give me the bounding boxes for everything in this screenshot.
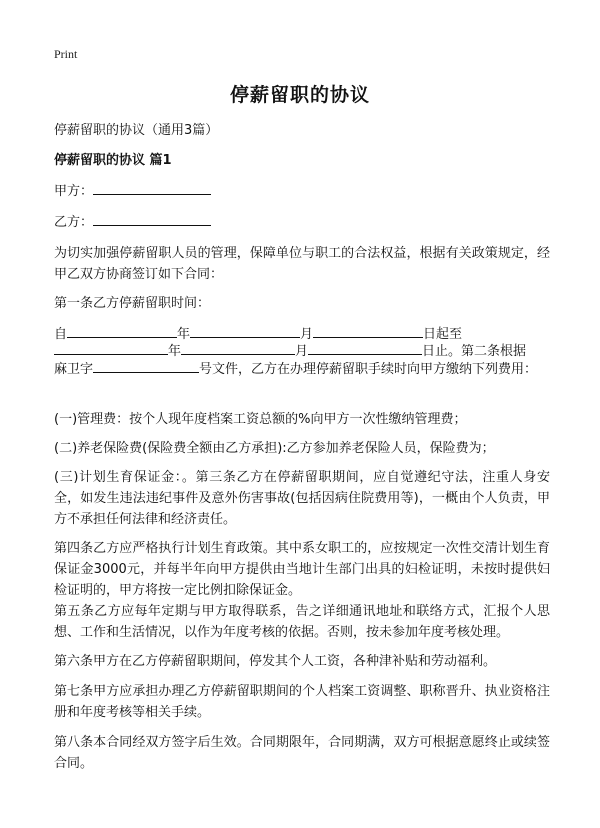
year-label: 年 xyxy=(168,344,182,359)
party-b-label: 乙方： xyxy=(54,215,94,230)
year-label: 年 xyxy=(177,327,191,342)
date-from-label: 自 xyxy=(54,327,68,342)
doc-suffix: 号文件，乙方在办理停薪留职手续时向甲方缴纳下列费用： xyxy=(199,362,538,377)
party-b-line xyxy=(54,212,550,233)
month-label: 月 xyxy=(295,344,309,359)
article7-paragraph: 第七条甲方应承担办理乙方停薪留职期间的个人档案工资调整、职称晋升、执业资格注册和年度考核等相关手续。 xyxy=(54,684,550,720)
month-label: 月 xyxy=(300,327,314,342)
doc-prefix: 麻卫字 xyxy=(54,362,94,377)
day-end-label: 日止。第二条根据 xyxy=(422,344,527,359)
party-a-line xyxy=(54,181,550,202)
blank xyxy=(190,324,300,338)
blank xyxy=(93,359,199,373)
fee-item-family-planning: (三)计划生育保证金：。第三条乙方在停薪留职期间，应自觉遵纪守法，注重人身安全，如发生违法违纪事件及意外伤害事故(包括因病住院费用等)，一概由个人负责，甲方不承担任何法律和经济责任。 xyxy=(54,470,550,527)
document-title: 停薪留职的协议 xyxy=(229,84,370,106)
article4-paragraph: 第四条乙方应严格执行计划生育政策。其中系女职工的，应按规定一次性交清计划生育保证金3000元，并每半年向甲方提供由当地计生部门出具的妇检证明，未按时提供妇检证明的，甲方将按一定比例扣除保证金。 xyxy=(54,541,550,598)
print-link[interactable]: Print xyxy=(54,47,78,61)
fee-item-pension: (二)养老保险费(保险费全额由乙方承担):乙方参加养老保险人员，保险费为； xyxy=(54,441,495,456)
party-a-label: 甲方： xyxy=(54,184,94,199)
blank xyxy=(181,341,295,355)
section-heading: 停薪留职的协议 篇1 xyxy=(54,153,172,168)
blank xyxy=(67,324,177,338)
article6-paragraph: 第六条甲方在乙方停薪留职期间，停发其个人工资，各种津补贴和劳动福利。 xyxy=(54,654,497,669)
article8-paragraph: 第八条本合同经双方签字后生效。合同期限年，合同期满，双方可根据意愿终止或续签合同。 xyxy=(54,735,550,771)
party-a-blank xyxy=(93,181,211,195)
doc-line xyxy=(54,359,550,380)
article5-paragraph: 第五条乙方应每年定期与甲方取得联系，告之详细通讯地址和联络方式，汇报个人思想、工作和生活情况，以作为年度考核的依据。否则，按未参加年度考核处理。 xyxy=(54,604,550,640)
blank xyxy=(54,341,168,355)
day-start-label: 日起至 xyxy=(423,327,463,342)
document-subtitle: 停薪留职的协议（通用3篇） xyxy=(54,123,219,138)
party-b-blank xyxy=(93,212,211,226)
blank xyxy=(313,324,423,338)
blank xyxy=(308,341,422,355)
article1-title: 第一条乙方停薪留职时间： xyxy=(54,296,211,311)
fee-item-management: (一)管理费：按个人现年度档案工资总额的%向甲方一次性缴纳管理费； xyxy=(54,412,467,427)
intro-paragraph: 为切实加强停薪留职人员的管理，保障单位与职工的合法权益，根据有关政策规定，经甲乙双方协商签订如下合同： xyxy=(54,246,550,282)
